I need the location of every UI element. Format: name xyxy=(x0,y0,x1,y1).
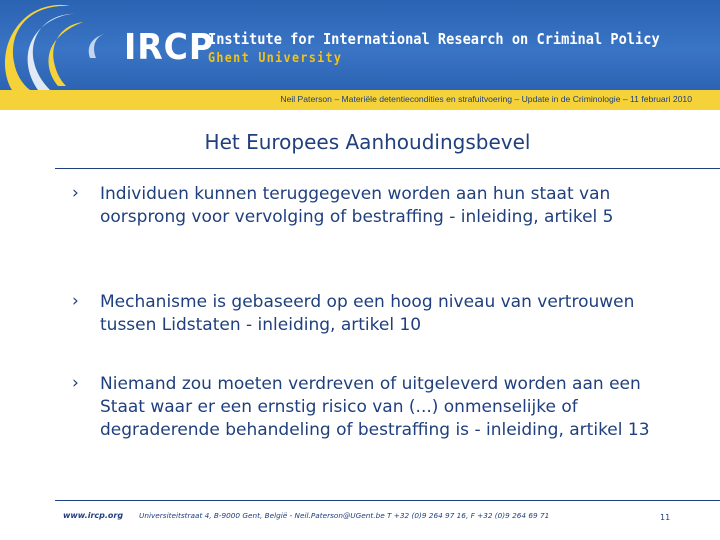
subheader-text: Neil Paterson – Materiële detentiecondities en strafuitvoering – Update in de Criminologie – 11 februari 2010 xyxy=(280,94,692,104)
title-divider xyxy=(55,168,720,169)
bullet-text: Niemand zou moeten verdreven of uitgeleverd worden aan een Staat waar er een ernstig risico van (...) onmenselijke of degraderende behandeling of bestraffing is - inleiding, artikel 13 xyxy=(100,374,650,440)
footer-divider xyxy=(55,500,720,501)
chevron-right-icon: › xyxy=(72,373,79,393)
slide-title: Het Europees Aanhoudingsbevel xyxy=(204,130,531,154)
page-number: 11 xyxy=(660,513,671,522)
footer-contact-info: Universiteitstraat 4, B-9000 Gent, België - Neil.Paterson@UGent.be T +32 (0)9 264 97 16, F +32 (0)9 264 69 71 xyxy=(139,511,550,520)
university-name: Ghent University xyxy=(208,51,343,66)
institute-name: Institute for International Research on Criminal Policy xyxy=(208,30,660,48)
header-banner xyxy=(0,0,720,90)
ircp-logo-swirl-icon xyxy=(0,0,130,90)
bullet-text: Mechanisme is gebaseerd op een hoog niveau van vertrouwen tussen Lidstaten - inleiding, artikel 10 xyxy=(100,292,635,335)
subheader-bar xyxy=(0,90,720,110)
ircp-logo-text: IRCP xyxy=(124,27,215,68)
bullet-text: Individuen kunnen teruggegeven worden aan hun staat van oorsprong voor vervolging of bestraffing - inleiding, artikel 5 xyxy=(100,184,614,227)
chevron-right-icon: › xyxy=(72,291,79,311)
footer-website-link[interactable]: www.ircp.org xyxy=(63,511,124,520)
chevron-right-icon: › xyxy=(72,183,79,203)
